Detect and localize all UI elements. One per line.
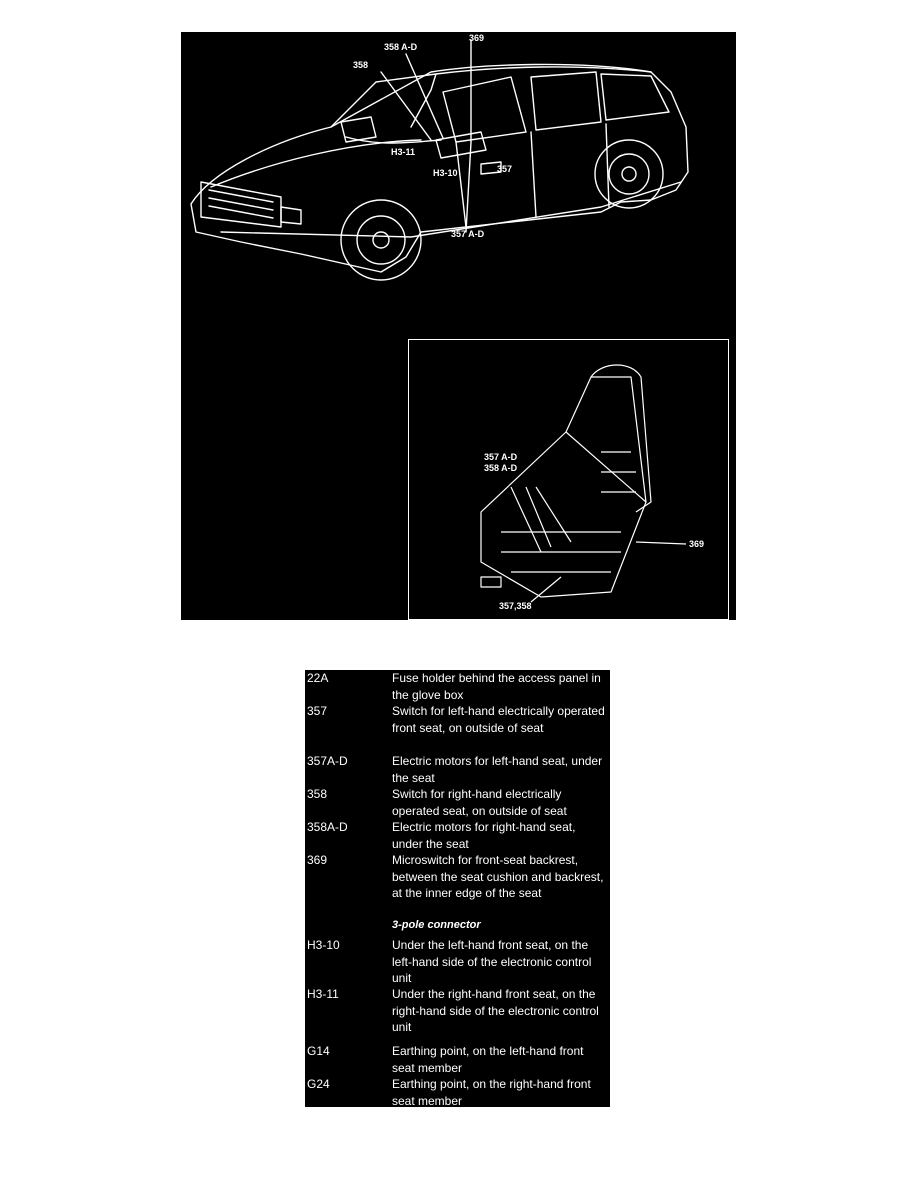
legend-description: Electric motors for left-hand seat, under the seat [392, 754, 603, 785]
legend-code: 358A-D [307, 820, 348, 834]
legend-code: H3-10 [307, 938, 340, 952]
callout-h310: H3-10 [433, 168, 458, 178]
legend-description: Earthing point, on the right-hand front seat member [392, 1077, 591, 1108]
legend-code: 22A [307, 671, 329, 685]
inset-callout-357358: 357,358 [499, 601, 532, 611]
legend-description: Fuse holder behind the access panel in the glove box [392, 671, 601, 702]
legend-code: 358 [307, 787, 328, 801]
inset-callout-369: 369 [689, 539, 705, 549]
legend-code: 357A-D [307, 754, 348, 768]
seat-inset-frame [408, 339, 729, 620]
inset-callout-357ad: 357 A-D [484, 452, 518, 462]
callout-358: 358 [353, 60, 369, 70]
legend-description: Under the right-hand front seat, on the right-hand side of the electronic control unit [392, 987, 599, 1034]
legend-code: G24 [307, 1077, 330, 1091]
callout-357ad: 357 A-D [451, 229, 485, 239]
legend-table [305, 670, 610, 1107]
legend-description: Under the left-hand front seat, on the left-hand side of the electronic control unit [392, 938, 592, 985]
legend-description: Microswitch for front-seat backrest, between the seat cushion and backrest, at the inner edge of the seat [392, 853, 604, 900]
callout-357: 357 [497, 164, 513, 174]
legend-code: H3-11 [307, 987, 339, 1001]
legend-code: G14 [307, 1044, 330, 1058]
callout-369-top: 369 [469, 33, 485, 43]
legend-description: Electric motors for right-hand seat, under the seat [392, 820, 576, 851]
callout-h311: H3-11 [391, 147, 416, 157]
legend-description: Switch for right-hand electrically operated seat, on outside of seat [392, 787, 567, 818]
inset-callout-358ad: 358 A-D [484, 463, 518, 473]
callout-358ad: 358 A-D [384, 42, 418, 52]
legend-code: 369 [307, 853, 328, 867]
component-location-figure [181, 32, 736, 620]
legend-code: 357 [307, 704, 328, 718]
legend-description: Switch for left-hand electrically operated front seat, on outside of seat [392, 704, 605, 735]
legend-description: Earthing point, on the left-hand front seat member [392, 1044, 584, 1075]
legend-section-heading: 3-pole connector [392, 919, 481, 931]
